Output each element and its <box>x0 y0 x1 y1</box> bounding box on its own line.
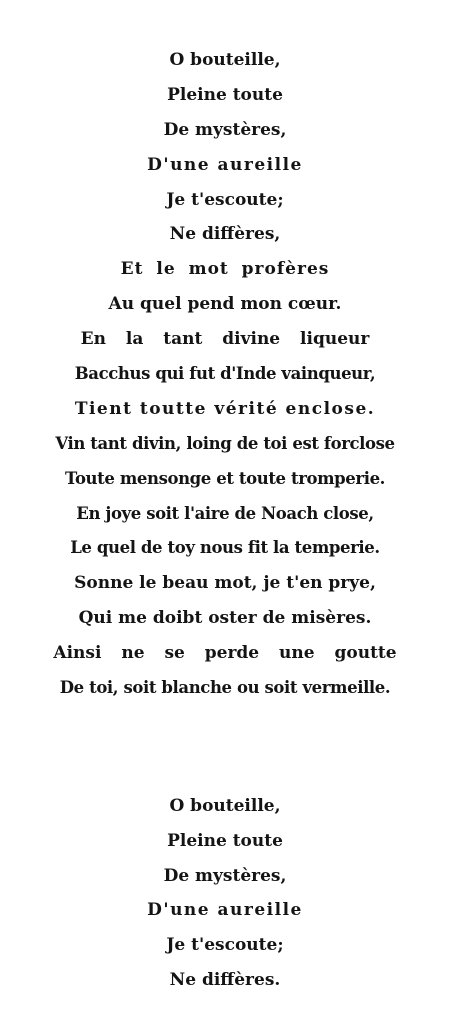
poem-line: En joye soit l'aire de Noach close, <box>76 503 374 523</box>
poem-line: Le quel de toy nous fit la temperie. <box>70 538 380 558</box>
poem-line: Pleine toute <box>167 84 283 105</box>
poem-line: Bacchus qui fut d'Inde vainqueur, <box>74 364 376 384</box>
poem-line: Et le mot profères <box>120 259 330 280</box>
poem-line: De mystères, <box>163 865 287 886</box>
poem-line: O bouteille, <box>169 796 281 816</box>
poem-line: Ne diffères. <box>169 969 281 990</box>
poem-line: Ne diffères, <box>169 224 281 245</box>
poem-line: Je t'escoute; <box>166 935 284 956</box>
poem-line: Vin tant divin, loing de toi est forclose <box>55 433 395 453</box>
poem-line: Toute mensonge et toute tromperie. <box>64 468 386 488</box>
poem-line: En la tant divine liqueur <box>80 329 370 350</box>
poem-line: O bouteille, <box>169 50 281 70</box>
poem-line: Je t'escoute; <box>166 189 284 210</box>
poem-stanza-1 <box>0 43 450 706</box>
poem-line: Qui me doibt oster de misères. <box>78 608 372 629</box>
poem-line: Pleine toute <box>167 830 283 851</box>
poem-line: De mystères, <box>163 119 287 140</box>
poem-line: Ainsi ne se perde une goutte <box>53 643 397 664</box>
poem-line: Sonne le beau mot, je t'en prye, <box>74 573 376 594</box>
poem-line: Tient toutte vérité enclose. <box>74 398 376 419</box>
poem-line: D'une aureille <box>147 154 303 175</box>
poem-line: Au quel pend mon cœur. <box>108 294 342 315</box>
poem-stanza-2 <box>0 789 450 998</box>
poem-line: De toi, soit blanche ou soit vermeille. <box>59 678 391 698</box>
poem-line: D'une aureille <box>147 900 303 921</box>
